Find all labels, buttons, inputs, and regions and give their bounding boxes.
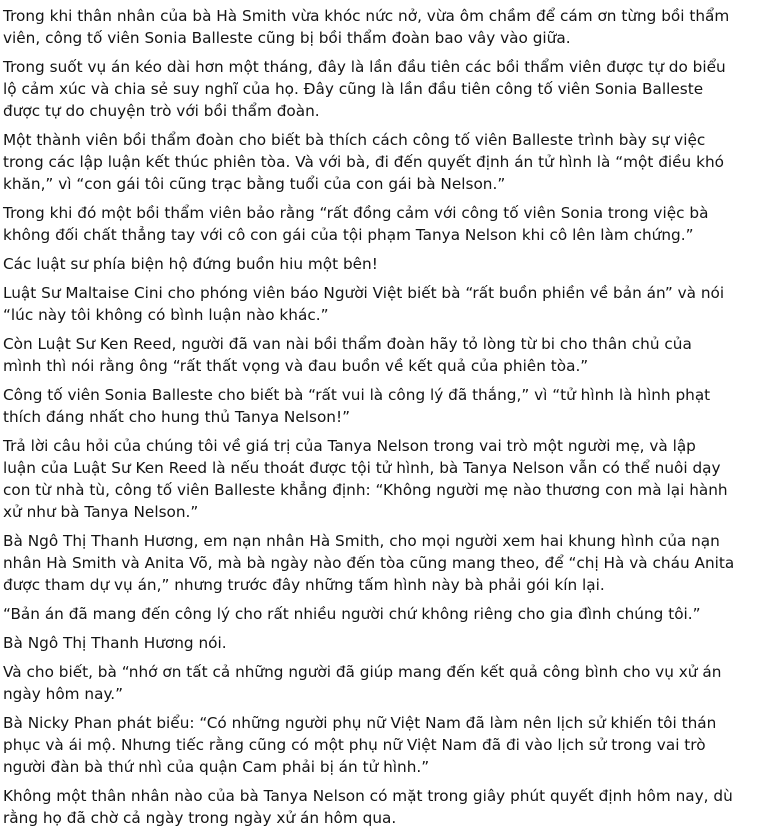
paragraph-line: nhân Hà Smith và Anita Võ, mà bà ngày nào đến tòa cũng mang theo, để “chị Hà và cháu Anita	[3, 554, 735, 572]
paragraph-line: “lúc này tôi không có bình luận nào khác.”	[3, 306, 329, 324]
article-paragraph	[3, 333, 768, 377]
paragraph-line: không đối chất thẳng tay với cô con gái của tội phạm Tanya Nelson khi cô lên làm chứng.”	[3, 226, 694, 244]
article-paragraph	[3, 202, 768, 246]
paragraph-line: được tự do chuyện trò với bồi thẩm đoàn.	[3, 102, 320, 120]
paragraph-line: “Bản án đã mang đến công lý cho rất nhiều người chứ không riêng cho gia đình chúng tôi.”	[3, 605, 701, 623]
paragraph-line: xử như bà Tanya Nelson.”	[3, 503, 199, 521]
paragraph-line: Các luật sư phía biện hộ đứng buồn hiu một bên!	[3, 255, 378, 273]
article-paragraph	[3, 282, 768, 326]
article-paragraph	[3, 603, 768, 625]
paragraph-line: Còn Luật Sư Ken Reed, người đã van nài bồi thẩm đoàn hãy tỏ lòng từ bi cho thân chủ của	[3, 335, 692, 353]
article-paragraph	[3, 56, 768, 122]
paragraph-line: Bà Nicky Phan phát biểu: “Có những người phụ nữ Việt Nam đã làm nên lịch sử khiến tôi thán	[3, 714, 717, 732]
article-paragraph	[3, 712, 768, 778]
paragraph-line: Bà Ngô Thị Thanh Hương, em nạn nhân Hà Smith, cho mọi người xem hai khung hình của nạn	[3, 532, 720, 550]
paragraph-line: luận của Luật Sư Ken Reed là nếu thoát được tội tử hình, bà Tanya Nelson vẫn có thể nuôi dạy	[3, 459, 721, 477]
paragraph-line: Trả lời câu hỏi của chúng tôi về giá trị của Tanya Nelson trong vai trò một người mẹ, và lập	[3, 437, 696, 455]
paragraph-line: thích đáng nhất cho hung thủ Tanya Nelson!”	[3, 408, 351, 426]
paragraph-line: con từ nhà tù, công tố viên Balleste khẳng định: “Không người mẹ nào thương con mà lại hành	[3, 481, 728, 499]
paragraph-line: viên, công tố viên Sonia Balleste cũng bị bồi thẩm đoàn bao vây vào giữa.	[3, 29, 571, 47]
paragraph-line: trong các lập luận kết thúc phiên tòa. Và với bà, đi đến quyết định án tử hình là “một điều khó	[3, 153, 724, 171]
paragraph-line: Trong khi thân nhân của bà Hà Smith vừa khóc nức nở, vừa ôm chầm để cám ơn từng bồi thẩm	[3, 7, 730, 25]
article-paragraph	[3, 129, 768, 195]
article-paragraph	[3, 253, 768, 275]
paragraph-line: mình thì nói rằng ông “rất thất vọng và đau buồn về kết quả của phiên tòa.”	[3, 357, 589, 375]
paragraph-line: Bà Ngô Thị Thanh Hương nói.	[3, 634, 227, 652]
paragraph-line: Trong suốt vụ án kéo dài hơn một tháng, đây là lần đầu tiên các bồi thẩm viên được tự do biểu	[3, 58, 726, 76]
paragraph-line: Trong khi đó một bồi thẩm viên bảo rằng “rất đồng cảm với công tố viên Sonia trong việc bà	[3, 204, 709, 222]
paragraph-line: ngày hôm nay.”	[3, 685, 124, 703]
paragraph-line: được tham dự vụ án,” nhưng trước đây những tấm hình này bà phải gói kín lại.	[3, 576, 605, 594]
paragraph-line: phục và ái mộ. Nhưng tiếc rằng cũng có một phụ nữ Việt Nam đã đi vào lịch sử trong vai trò	[3, 736, 706, 754]
article-paragraph	[3, 5, 768, 49]
paragraph-line: Không một thân nhân nào của bà Tanya Nelson có mặt trong giây phút quyết định hôm nay, dù	[3, 787, 733, 805]
article-paragraph	[3, 661, 768, 705]
paragraph-line: Công tố viên Sonia Balleste cho biết bà “rất vui là công lý đã thắng,” vì “tử hình là hình phạt	[3, 386, 711, 404]
paragraph-line: Một thành viên bồi thẩm đoàn cho biết bà thích cách công tố viên Balleste trình bày sự việc	[3, 131, 706, 149]
paragraph-line: Và cho biết, bà “nhớ ơn tất cả những người đã giúp mang đến kết quả công bình cho vụ xử án	[3, 663, 722, 681]
article-paragraph	[3, 785, 768, 829]
article-paragraph	[3, 632, 768, 654]
paragraph-line: Luật Sư Maltaise Cini cho phóng viên báo Người Việt biết bà “rất buồn phiền về bản án” và nói	[3, 284, 725, 302]
paragraph-line: khăn,” vì “con gái tôi cũng trạc bằng tuổi của con gái bà Nelson.”	[3, 175, 506, 193]
article-paragraph	[3, 384, 768, 428]
article-paragraph	[3, 435, 768, 523]
paragraph-line: rằng họ đã chờ cả ngày trong ngày xử án hôm qua.	[3, 809, 397, 827]
article-paragraph	[3, 530, 768, 596]
paragraph-line: người đàn bà thứ nhì của quận Cam phải bị án tử hình.”	[3, 758, 430, 776]
paragraph-line: lộ cảm xúc và chia sẻ suy nghĩ của họ. Đây cũng là lần đầu tiên công tố viên Sonia Balleste	[3, 80, 704, 98]
